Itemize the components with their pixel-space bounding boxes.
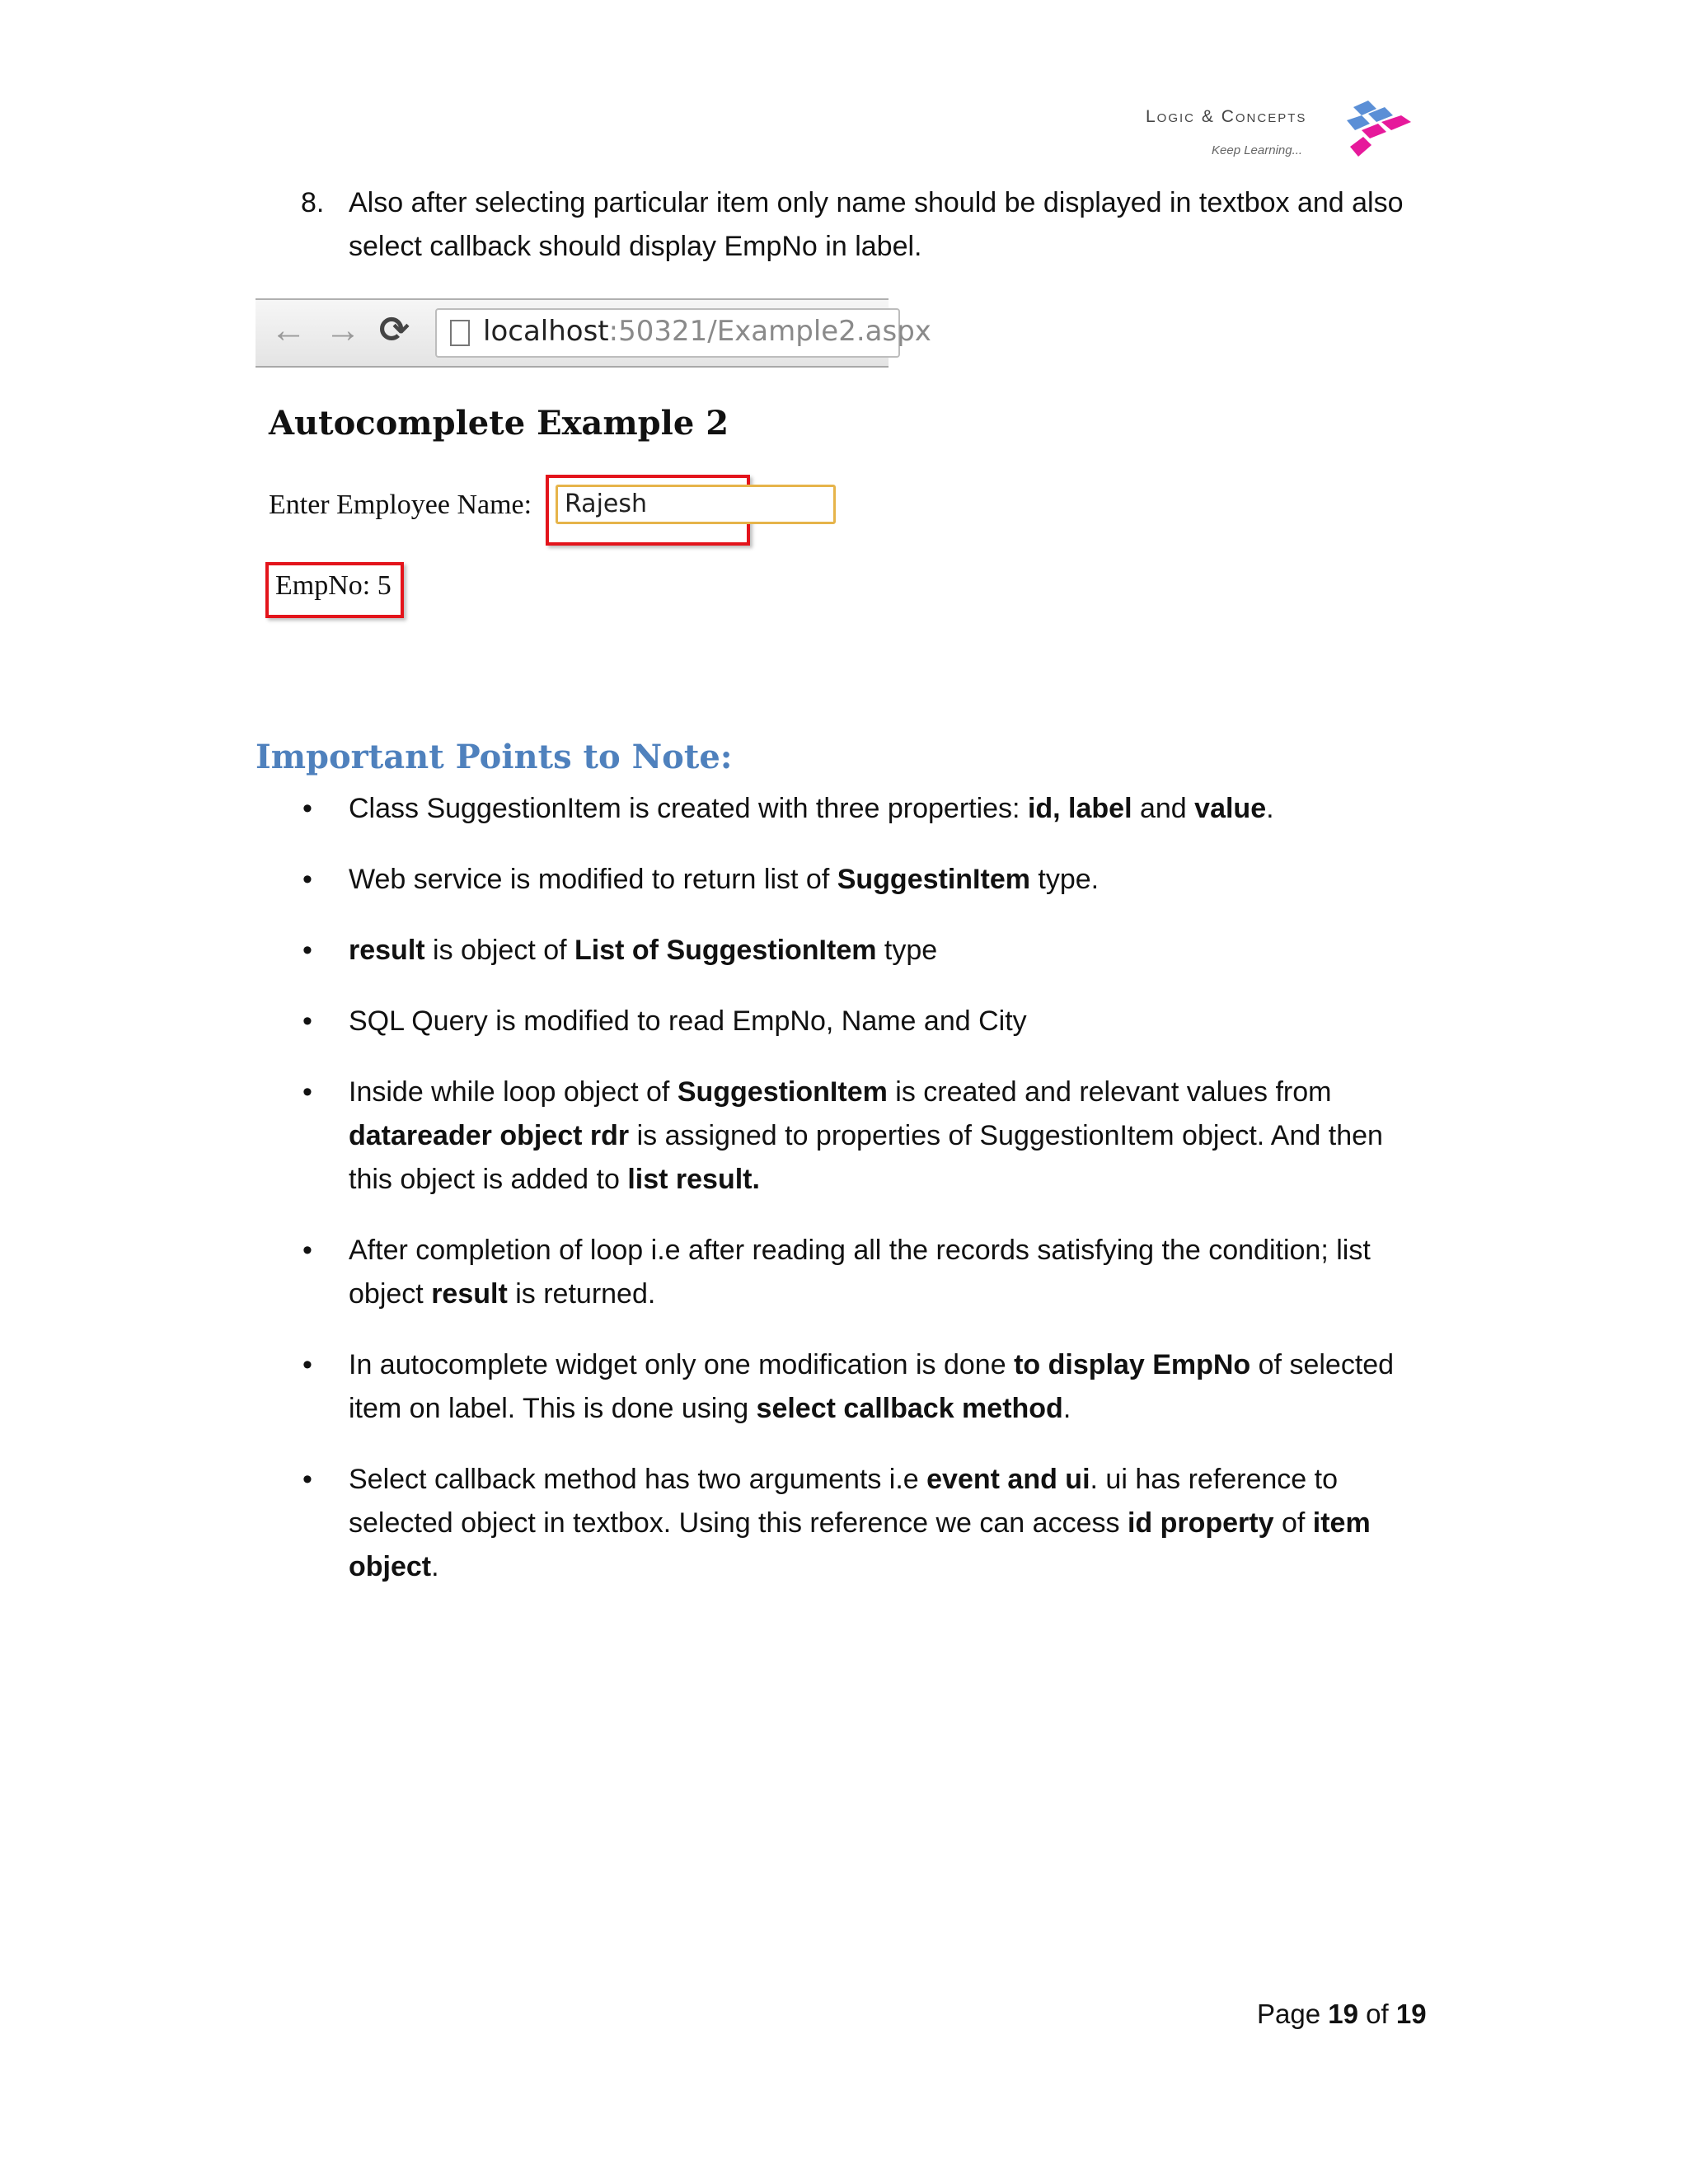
text-run: Inside while loop object of <box>349 1076 678 1108</box>
item-text: Also after selecting particular item only name should be displayed in textbox and also select callback should display EmpNo in label. <box>349 187 1404 262</box>
text-run: type <box>876 935 938 966</box>
bullet-icon: • <box>302 1349 312 1380</box>
bullet-text <box>349 1071 1430 1202</box>
bold-run: SuggestinItem <box>837 864 1030 895</box>
reload-icon: ⟳ <box>379 310 410 350</box>
bullet-icon: • <box>302 1464 312 1495</box>
empno-label: EmpNo: 5 <box>275 570 392 601</box>
text-run: SQL Query is modified to read EmpNo, Name and City <box>349 1005 1027 1037</box>
bullet-text <box>349 1000 1430 1043</box>
text-run: type. <box>1029 864 1100 895</box>
empno-highlight-box <box>265 562 404 618</box>
bullet-icon: • <box>302 935 312 966</box>
text-run: Select callback method has two arguments i.e <box>349 1464 927 1495</box>
logo-tagline: Keep Learning... <box>1212 143 1303 157</box>
result-screenshot <box>256 295 931 658</box>
text-run: is created and relevant values from <box>887 1076 1332 1108</box>
bullet-icon: • <box>302 1235 312 1266</box>
bold-run: result <box>349 935 425 966</box>
item-number: 8. <box>301 187 325 218</box>
page-label: Page <box>1257 1999 1321 2029</box>
text-run: . <box>1266 793 1274 824</box>
url-host: localhost <box>483 315 609 348</box>
bullet-text <box>349 1343 1430 1431</box>
bullet-icon: • <box>302 1005 312 1037</box>
page-current: 19 <box>1328 1999 1358 2029</box>
list-item <box>301 929 1430 972</box>
example-title: Autocomplete Example 2 <box>269 404 729 443</box>
text-run: After completion of loop i.e after reading all the records satisfying the condition; list object <box>349 1235 1371 1310</box>
list-item <box>301 1071 1430 1202</box>
bold-run: SuggestionItem <box>677 1076 888 1108</box>
bullet-text <box>349 1229 1430 1316</box>
notes-list <box>301 787 1430 1589</box>
text-run: is returned. <box>507 1278 656 1310</box>
bold-run: id property <box>1127 1507 1274 1539</box>
url-text <box>483 315 931 348</box>
list-item <box>301 1458 1430 1589</box>
text-run: is object of <box>424 935 575 966</box>
company-logo <box>1146 97 1426 163</box>
text-run: . ui has reference to selected object in textbox. Using this reference we can access <box>349 1464 1339 1539</box>
bold-run: list result. <box>627 1164 760 1195</box>
bold-run: select callback method <box>756 1393 1063 1424</box>
url-path: :50321/Example2.aspx <box>608 315 931 348</box>
text-run: and <box>1132 793 1195 824</box>
bold-run: List of SuggestionItem <box>574 935 877 966</box>
list-item <box>301 1229 1430 1316</box>
bold-run: value <box>1194 793 1267 824</box>
page-footer <box>1257 1999 1427 2030</box>
text-run: Class SuggestionItem is created with three properties: <box>349 793 1028 824</box>
bold-run: result <box>431 1278 508 1310</box>
bold-run: event and ui <box>926 1464 1090 1495</box>
employee-name-label: Enter Employee Name: <box>269 490 532 520</box>
of-label: of <box>1366 1999 1389 2029</box>
text-run: . <box>431 1551 439 1582</box>
list-item <box>301 858 1430 902</box>
employee-name-input: Rajesh <box>556 485 836 524</box>
logo-mark-icon <box>1343 97 1418 163</box>
bold-run: datareader object rdr <box>349 1120 630 1151</box>
text-run: is assigned to properties of SuggestionItem object. And then this object is added to <box>349 1120 1383 1195</box>
forward-arrow-icon: → <box>325 310 361 350</box>
back-arrow-icon: ← <box>270 310 307 350</box>
browser-toolbar <box>256 298 931 368</box>
bullet-icon: • <box>302 793 312 824</box>
text-run: Web service is modified to return list of <box>349 864 837 895</box>
logo-name: Logic & Concepts <box>1146 107 1307 126</box>
text-run: In autocomplete widget only one modification is done <box>349 1349 1015 1380</box>
input-highlight-box <box>546 475 750 546</box>
list-item <box>301 787 1430 831</box>
bullet-icon: • <box>302 864 312 895</box>
bullet-icon: • <box>302 1076 312 1108</box>
bullet-text <box>349 787 1430 831</box>
text-run: . <box>1062 1393 1071 1424</box>
bullet-text <box>349 929 1430 972</box>
list-item <box>301 1000 1430 1043</box>
section-heading: Important Points to Note: <box>256 738 733 776</box>
address-bar <box>435 308 931 358</box>
bold-run: id, label <box>1027 793 1132 824</box>
page-total: 19 <box>1395 1999 1427 2029</box>
bullet-text <box>349 858 1430 902</box>
text-run: of selected item on label. This is done using <box>349 1349 1395 1424</box>
bold-run: item object <box>349 1507 1371 1582</box>
page-icon <box>450 320 470 346</box>
bold-run: to display EmpNo <box>1014 1349 1251 1380</box>
bullet-text <box>349 1458 1430 1589</box>
list-item <box>301 1343 1430 1431</box>
text-run: of <box>1273 1507 1313 1539</box>
